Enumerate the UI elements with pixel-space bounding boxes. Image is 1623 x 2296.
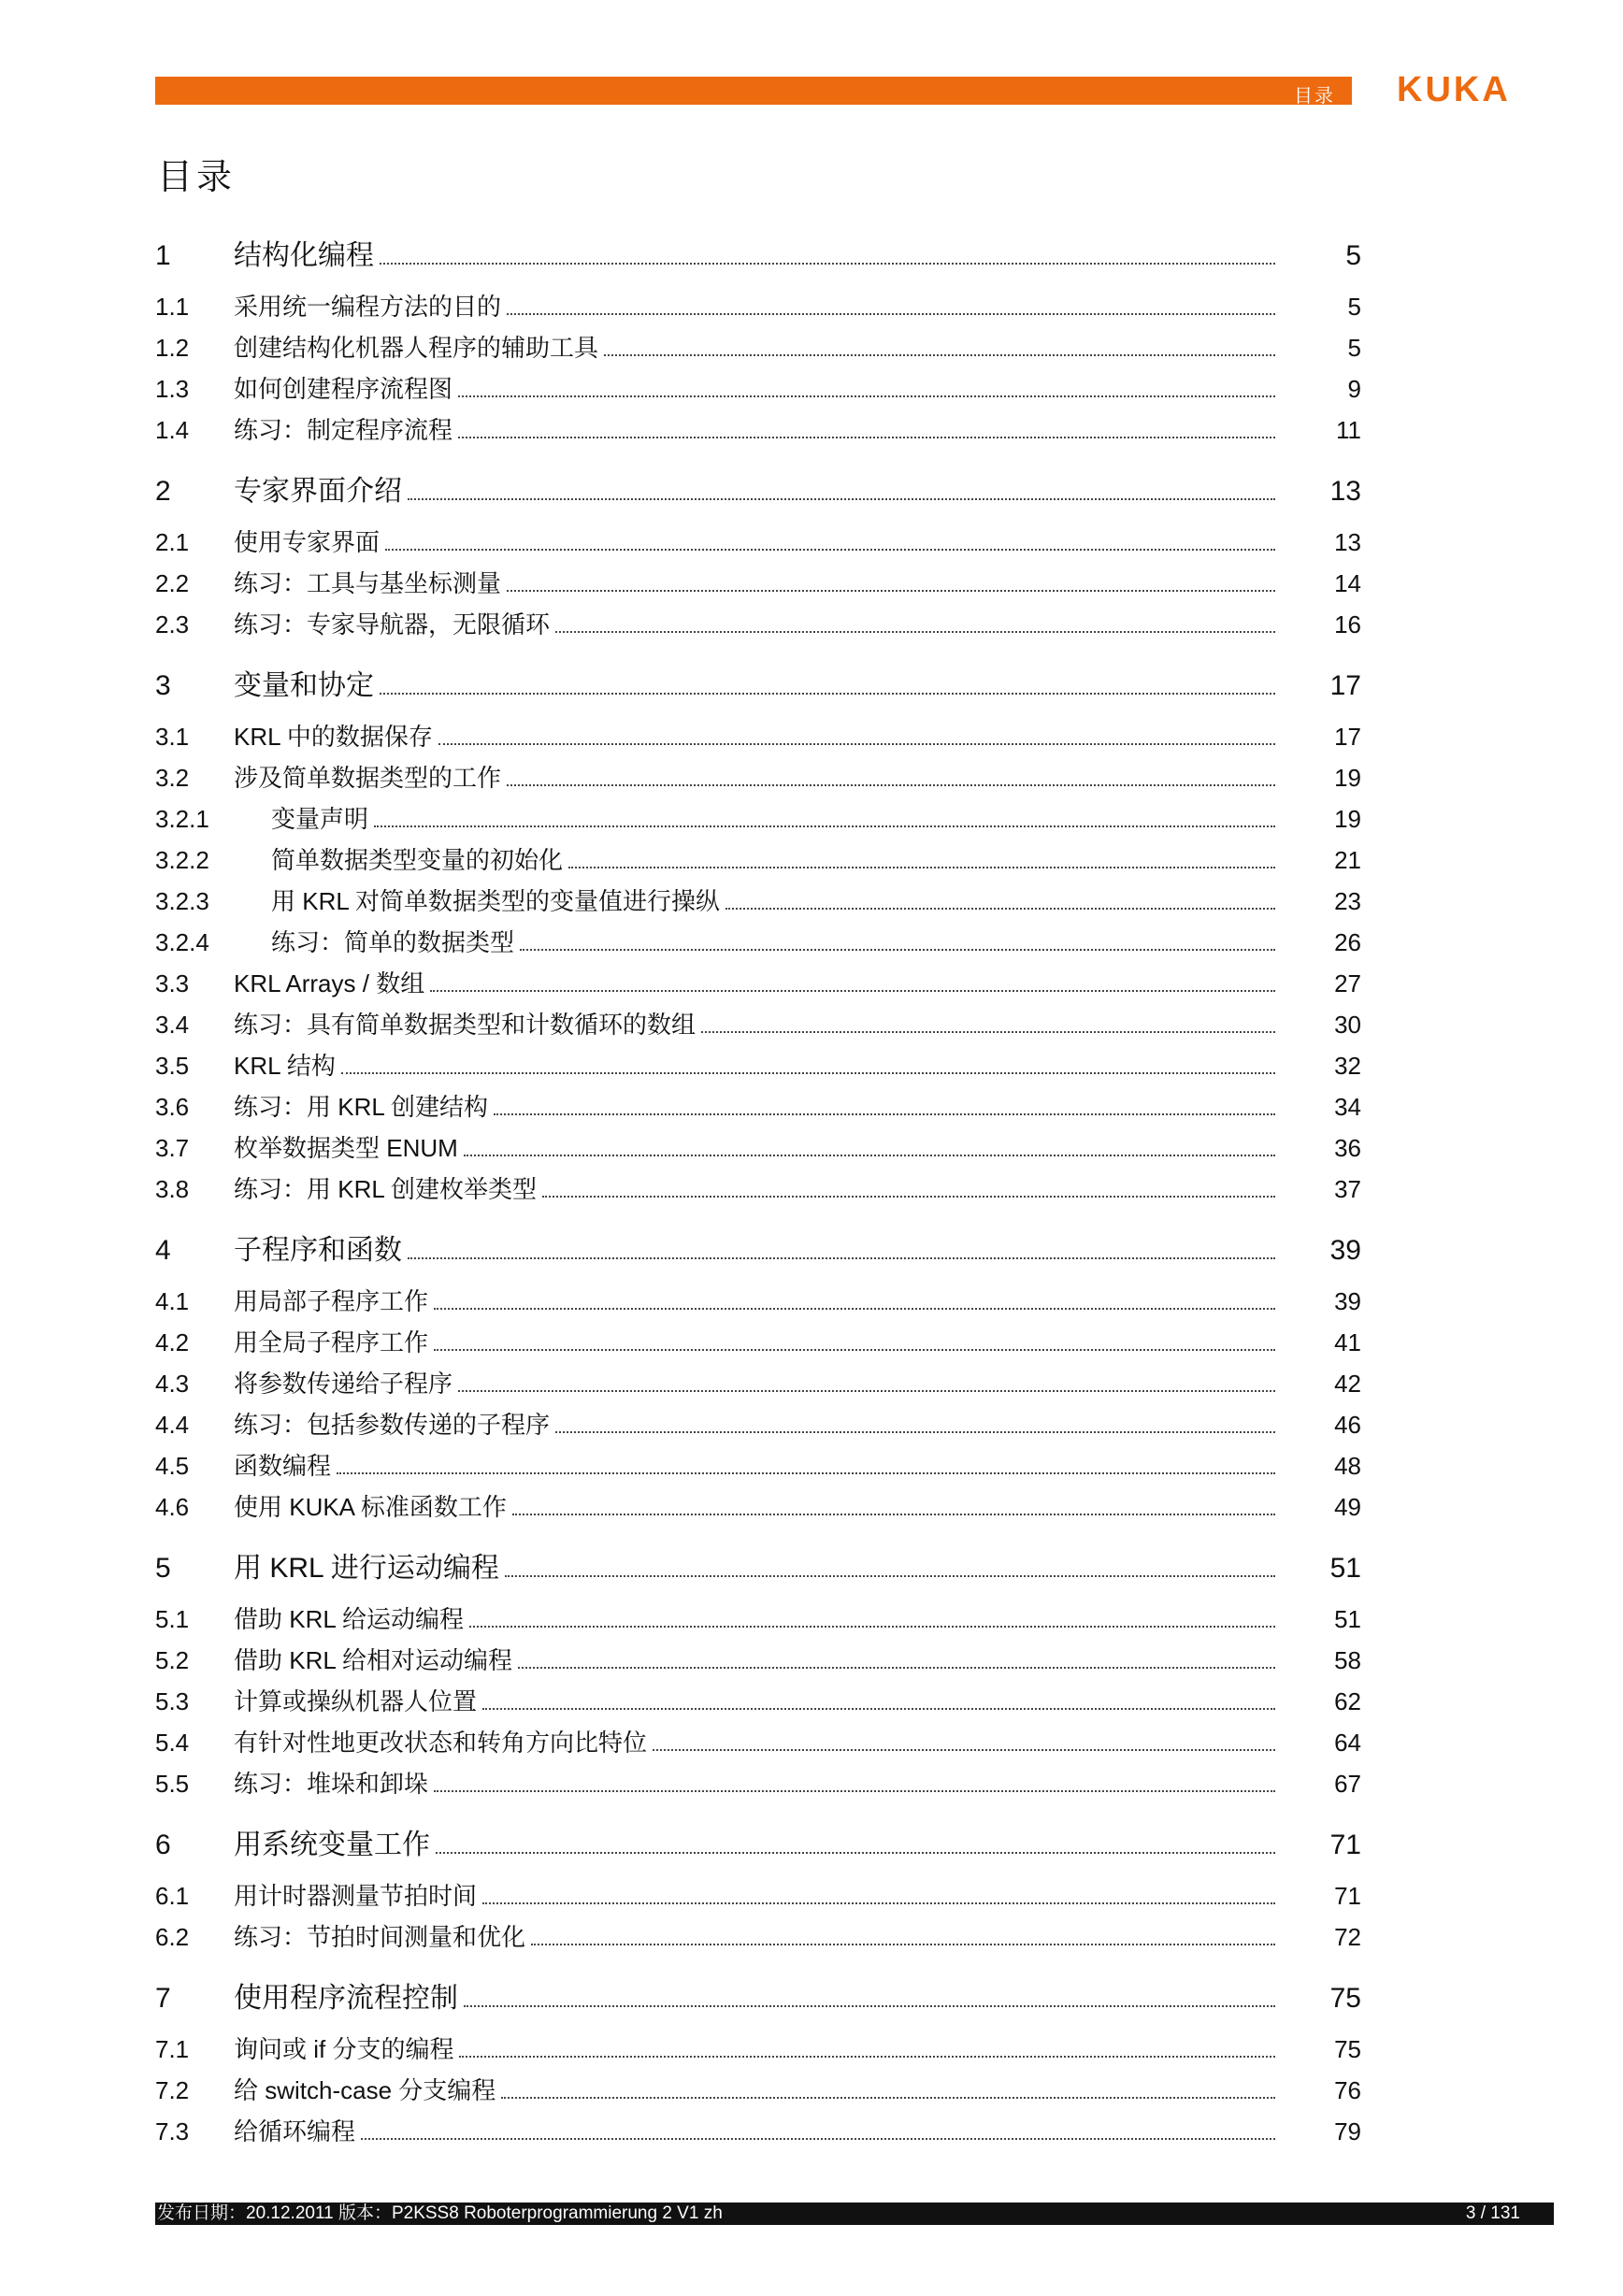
toc-entry-number: 6.1: [155, 1882, 190, 1910]
toc-entry-page: 11: [1336, 416, 1361, 444]
toc-chapter-entry[interactable]: [155, 662, 1361, 703]
toc-entry-page: 42: [1334, 1370, 1361, 1398]
toc-dot-leader: [555, 1431, 1275, 1433]
toc-entry-number: 4: [155, 1235, 171, 1266]
toc-entry-page: 46: [1334, 1411, 1361, 1439]
toc-entry-number: 3.4: [155, 1011, 190, 1039]
toc-entry-title-wrap: [234, 1447, 1275, 1482]
toc-entry-number: 4.5: [155, 1452, 190, 1480]
toc-entry-page: 41: [1334, 1328, 1361, 1356]
toc-entry-title: 子程序和函数: [234, 1235, 402, 1266]
toc-section-entry[interactable]: [155, 2031, 1361, 2065]
toc-entry-page: 37: [1334, 1175, 1361, 1203]
toc-entry-page: 27: [1334, 969, 1361, 997]
toc-dot-leader: [434, 1308, 1275, 1310]
toc-entry-number: 5.1: [155, 1605, 190, 1633]
toc-entry-title-wrap: [234, 1642, 1275, 1676]
toc-entry-title: 使用程序流程控制: [234, 1983, 458, 2014]
toc-section-entry[interactable]: [155, 1047, 1361, 1082]
toc-entry-title: 用 KRL 对简单数据类型的变量值进行操纵: [271, 887, 721, 915]
toc-entry-title-wrap: [234, 606, 1275, 640]
toc-entry-number: 1.4: [155, 416, 190, 444]
toc-entry-title: 函数编程: [234, 1452, 332, 1480]
page-title: 目录: [157, 158, 237, 197]
toc-section-entry[interactable]: [155, 1324, 1361, 1358]
toc-entry-number: 4.4: [155, 1411, 190, 1439]
toc-entry-title: 如何创建程序流程图: [234, 375, 453, 403]
toc-entry-page: 30: [1334, 1011, 1361, 1039]
toc-entry-title: 用全局子程序工作: [234, 1328, 429, 1356]
toc-section-entry[interactable]: [155, 1006, 1361, 1040]
toc-entry-number: 4.1: [155, 1287, 190, 1315]
toc-chapter-entry[interactable]: [155, 232, 1361, 273]
toc-entry-title-wrap: [234, 1877, 1275, 1912]
toc-entry-title-wrap: [234, 524, 1275, 558]
toc-entry-page: 19: [1334, 764, 1361, 792]
toc-entry-title: KRL Arrays / 数组: [234, 969, 425, 997]
toc-section-entry[interactable]: [155, 1724, 1361, 1758]
toc-entry-number: 3.2.2: [155, 846, 209, 874]
toc-entry-number: 2: [155, 476, 171, 507]
toc-entry-number: 5.2: [155, 1646, 190, 1674]
toc-entry-number: 5: [155, 1553, 171, 1584]
toc-entry-title-wrap: [234, 370, 1275, 405]
toc-section-entry[interactable]: [155, 1406, 1361, 1441]
toc-chapter-entry[interactable]: [155, 467, 1361, 509]
header-bar: [155, 77, 1352, 105]
toc-entry-page: 79: [1334, 2117, 1361, 2145]
toc-entry-number: 2.3: [155, 610, 190, 639]
toc-entry-title-wrap: [234, 1918, 1275, 1953]
toc-entry-page: 48: [1334, 1452, 1361, 1480]
toc-entry-title-wrap: [234, 1724, 1275, 1758]
toc-entry-page: 58: [1334, 1646, 1361, 1674]
toc-entry-title-wrap: [234, 2072, 1275, 2106]
toc-entry-number: 3.2: [155, 764, 190, 792]
toc-entry-title-wrap: [271, 841, 1275, 876]
toc-dot-leader: [531, 1944, 1275, 1945]
toc-dot-leader: [501, 2097, 1275, 2099]
toc-dot-leader: [507, 784, 1275, 786]
toc-entry-title: 变量声明: [271, 805, 369, 833]
toc-entry-page: 36: [1334, 1134, 1361, 1162]
toc-dot-leader: [434, 1790, 1275, 1792]
toc-dot-leader: [464, 1155, 1275, 1156]
toc-entry-title: 用 KRL 进行运动编程: [234, 1553, 499, 1584]
footer-page-number: 3 / 131: [1465, 2203, 1520, 2223]
toc-section-entry[interactable]: [155, 1877, 1361, 1912]
toc-entry-page: 17: [1334, 723, 1361, 751]
toc-entry-title: 练习：用 KRL 创建结构: [234, 1093, 489, 1121]
toc-dot-leader: [434, 1349, 1275, 1351]
toc-dot-leader: [507, 590, 1275, 592]
toc-section-entry[interactable]: [155, 1765, 1361, 1800]
toc-entry-page: 14: [1334, 569, 1361, 597]
toc-entry-page: 5: [1347, 293, 1361, 321]
toc-dot-leader: [337, 1472, 1275, 1474]
toc-entry-number: 6: [155, 1830, 171, 1860]
toc-entry-page: 23: [1334, 887, 1361, 915]
toc-entry-page: 32: [1334, 1052, 1361, 1080]
toc-entry-number: 1.2: [155, 334, 190, 362]
toc-entry-page: 39: [1329, 1235, 1361, 1266]
toc-entry-title-wrap: [234, 662, 1275, 703]
toc-section-entry[interactable]: [155, 759, 1361, 794]
toc-entry-title-wrap: [234, 1006, 1275, 1040]
toc-entry-page: 39: [1334, 1287, 1361, 1315]
toc-subsection-entry[interactable]: [155, 800, 1361, 835]
toc-entry-title-wrap: [234, 1974, 1275, 2016]
toc-dot-leader: [438, 743, 1275, 745]
toc-entry-title-wrap: [271, 883, 1275, 917]
toc-entry-number: 3.8: [155, 1175, 190, 1203]
toc-entry-page: 34: [1334, 1093, 1361, 1121]
toc-entry-number: 3.2.3: [155, 887, 209, 915]
toc-entry-title: 使用 KUKA 标准函数工作: [234, 1493, 507, 1521]
toc-entry-title: 给循环编程: [234, 2117, 356, 2145]
toc-entry-page: 76: [1334, 2076, 1361, 2104]
toc-section-entry[interactable]: [155, 1283, 1361, 1317]
toc-section-entry[interactable]: [155, 329, 1361, 364]
toc-entry-number: 5.5: [155, 1770, 190, 1798]
toc-dot-leader: [430, 990, 1275, 992]
toc-entry-title: 有针对性地更改状态和转角方向比特位: [234, 1729, 648, 1757]
header-section-label: 目录: [1294, 86, 1335, 107]
toc-entry-page: 51: [1329, 1553, 1361, 1584]
kuka-logo-text: KUKA: [1397, 71, 1511, 107]
toc-entry-title-wrap: [234, 718, 1275, 753]
toc-section-entry[interactable]: [155, 2113, 1361, 2147]
toc-entry-number: 5.3: [155, 1687, 190, 1715]
toc-entry-title-wrap: [234, 1170, 1275, 1205]
toc-entry-title-wrap: [234, 1129, 1275, 1164]
toc-entry-title-wrap: [234, 2031, 1275, 2065]
toc-dot-leader: [459, 2056, 1275, 2058]
toc-entry-page: 64: [1334, 1729, 1361, 1757]
toc-entry-title: 将参数传递给子程序: [234, 1370, 453, 1398]
toc-dot-leader: [505, 1575, 1275, 1577]
toc-entry-page: 26: [1334, 928, 1361, 956]
toc-section-entry[interactable]: [155, 1488, 1361, 1523]
toc-entry-page: 5: [1347, 334, 1361, 362]
toc-entry-page: 21: [1334, 846, 1361, 874]
toc-entry-number: 7.1: [155, 2035, 190, 2063]
toc-entry-title-wrap: [234, 1324, 1275, 1358]
toc-dot-leader: [374, 825, 1275, 827]
toc-entry-title: 练习：具有简单数据类型和计数循环的数组: [234, 1011, 697, 1039]
toc-entry-title-wrap: [271, 924, 1275, 958]
toc-section-entry[interactable]: [155, 1683, 1361, 1717]
toc-entry-title: 练习：堆垛和卸垛: [234, 1770, 429, 1798]
toc-dot-leader: [469, 1626, 1275, 1628]
toc-entry-title-wrap: [234, 329, 1275, 364]
toc-entry-title-wrap: [234, 411, 1275, 446]
toc-entry-title-wrap: [234, 2113, 1275, 2147]
toc-entry-number: 3: [155, 670, 171, 701]
toc-entry-title: 用系统变量工作: [234, 1830, 430, 1860]
toc-entry-number: 3.5: [155, 1052, 190, 1080]
footer-bar: [155, 2203, 1554, 2225]
toc-dot-leader: [725, 908, 1275, 910]
toc-entry-number: 3.3: [155, 969, 190, 997]
toc-entry-page: 16: [1334, 610, 1361, 639]
toc-entry-number: 1.3: [155, 375, 190, 403]
toc-entry-title-wrap: [271, 800, 1275, 835]
toc-entry-title-wrap: [234, 1544, 1275, 1586]
toc-dot-leader: [458, 1390, 1275, 1392]
toc-entry-title: 创建结构化机器人程序的辅助工具: [234, 334, 599, 362]
toc-entry-page: 5: [1345, 240, 1361, 271]
toc-entry-title-wrap: [234, 1488, 1275, 1523]
toc-entry-title: 采用统一编程方法的目的: [234, 293, 502, 321]
toc-section-entry[interactable]: [155, 1365, 1361, 1399]
toc-subsection-entry[interactable]: [155, 841, 1361, 876]
toc-entry-title-wrap: [234, 232, 1275, 273]
toc-entry-page: 67: [1334, 1770, 1361, 1798]
toc-section-entry[interactable]: [155, 1129, 1361, 1164]
toc-entry-page: 72: [1334, 1923, 1361, 1951]
toc-entry-number: 3.6: [155, 1093, 190, 1121]
toc-section-entry[interactable]: [155, 1600, 1361, 1635]
toc-dot-leader: [482, 1902, 1275, 1904]
toc-section-entry[interactable]: [155, 370, 1361, 405]
toc-entry-title: 计算或操纵机器人位置: [234, 1687, 478, 1715]
toc-section-entry[interactable]: [155, 411, 1361, 446]
toc-section-entry[interactable]: [155, 565, 1361, 599]
toc-entry-title-wrap: [234, 965, 1275, 999]
toc-dot-leader: [494, 1113, 1275, 1115]
toc-entry-number: 7: [155, 1983, 171, 2014]
toc-entry-number: 7.2: [155, 2076, 190, 2104]
toc-entry-title: 使用专家界面: [234, 528, 381, 556]
toc-entry-number: 6.2: [155, 1923, 190, 1951]
toc-entry-title: 涉及简单数据类型的工作: [234, 764, 502, 792]
toc-dot-leader: [458, 395, 1275, 397]
footer-release-info: 发布日期：20.12.2011 版本：P2KSS8 Roboterprogrammierung 2 V1 zh: [157, 2203, 723, 2223]
toc-entry-page: 71: [1334, 1882, 1361, 1910]
toc-section-entry[interactable]: [155, 1170, 1361, 1205]
toc-entry-title: 询问或 if 分支的编程: [234, 2035, 454, 2063]
toc-entry-title: 练习：工具与基坐标测量: [234, 569, 502, 597]
toc-section-entry[interactable]: [155, 606, 1361, 640]
toc-subsection-entry[interactable]: [155, 883, 1361, 917]
toc-chapter-entry[interactable]: [155, 1821, 1361, 1862]
toc-entry-title-wrap: [234, 759, 1275, 794]
toc-entry-number: 3.1: [155, 723, 190, 751]
toc-entry-number: 1.1: [155, 293, 190, 321]
toc-subsection-entry[interactable]: [155, 924, 1361, 958]
toc-entry-title: 练习：简单的数据类型: [271, 928, 515, 956]
toc-entry-title-wrap: [234, 1088, 1275, 1123]
toc-entry-title: 用局部子程序工作: [234, 1287, 429, 1315]
toc-dot-leader: [464, 2005, 1275, 2007]
toc-dot-leader: [341, 1072, 1275, 1074]
toc-entry-number: 1: [155, 240, 171, 271]
kuka-logo: [1397, 71, 1554, 107]
toc-dot-leader: [653, 1749, 1275, 1751]
toc-dot-leader: [408, 498, 1275, 500]
toc-entry-title-wrap: [234, 1227, 1275, 1268]
toc-chapter-entry[interactable]: [155, 1974, 1361, 2016]
toc-entry-page: 49: [1334, 1493, 1361, 1521]
toc-entry-title: KRL 中的数据保存: [234, 723, 433, 751]
toc-entry-number: 7.3: [155, 2117, 190, 2145]
toc-chapter-entry[interactable]: [155, 1544, 1361, 1586]
toc-entry-title: 给 switch-case 分支编程: [234, 2076, 496, 2104]
toc-entry-number: 5.4: [155, 1729, 190, 1757]
toc-entry-title-wrap: [234, 1765, 1275, 1800]
toc-entry-title-wrap: [234, 1683, 1275, 1717]
toc-entry-page: 51: [1334, 1605, 1361, 1633]
toc-entry-title-wrap: [234, 1365, 1275, 1399]
toc-entry-page: 75: [1329, 1983, 1361, 2014]
toc-entry-number: 4.3: [155, 1370, 190, 1398]
toc-entry-title: 用计时器测量节拍时间: [234, 1882, 478, 1910]
toc-dot-leader: [604, 354, 1275, 356]
toc-dot-leader: [542, 1196, 1275, 1198]
toc-entry-title-wrap: [234, 1600, 1275, 1635]
toc-entry-page: 13: [1329, 476, 1361, 507]
toc-entry-title-wrap: [234, 1283, 1275, 1317]
toc-section-entry[interactable]: [155, 718, 1361, 753]
toc-entry-number: 4.2: [155, 1328, 190, 1356]
toc-dot-leader: [520, 949, 1275, 951]
toc-entry-number: 2.1: [155, 528, 190, 556]
toc-entry-title-wrap: [234, 467, 1275, 509]
toc-entry-title-wrap: [234, 1047, 1275, 1082]
toc-dot-leader: [380, 693, 1275, 695]
toc-section-entry[interactable]: [155, 1642, 1361, 1676]
toc-chapter-entry[interactable]: [155, 1227, 1361, 1268]
toc-entry-number: 3.2.1: [155, 805, 209, 833]
toc-entry-title: 变量和协定: [234, 670, 374, 701]
toc-section-entry[interactable]: [155, 965, 1361, 999]
toc-entry-title: 练习：节拍时间测量和优化: [234, 1923, 526, 1951]
toc-entry-number: 2.2: [155, 569, 190, 597]
toc-entry-page: 19: [1334, 805, 1361, 833]
toc-dot-leader: [512, 1514, 1275, 1515]
toc-section-entry[interactable]: [155, 524, 1361, 558]
toc-entry-title: 练习：用 KRL 创建枚举类型: [234, 1175, 538, 1203]
toc-entry-page: 62: [1334, 1687, 1361, 1715]
toc-dot-leader: [568, 867, 1275, 868]
toc-entry-title-wrap: [234, 1406, 1275, 1441]
toc-dot-leader: [436, 1852, 1275, 1854]
toc-entry-title: 练习：制定程序流程: [234, 416, 453, 444]
toc-entry-title: 专家界面介绍: [234, 476, 402, 507]
toc-dot-leader: [555, 631, 1275, 633]
toc-entry-title: 结构化编程: [234, 240, 374, 271]
toc-entry-title: 练习：包括参数传递的子程序: [234, 1411, 551, 1439]
toc-entry-page: 9: [1347, 375, 1361, 403]
toc-dot-leader: [701, 1031, 1275, 1033]
toc-entry-number: 3.7: [155, 1134, 190, 1162]
toc-dot-leader: [482, 1708, 1275, 1710]
toc-entry-title-wrap: [234, 288, 1275, 323]
toc-entry-title: 借助 KRL 给运动编程: [234, 1605, 465, 1633]
toc-dot-leader: [507, 313, 1275, 315]
toc-section-entry[interactable]: [155, 1918, 1361, 1953]
toc-entry-title-wrap: [234, 565, 1275, 599]
toc-entry-number: 4.6: [155, 1493, 190, 1521]
toc-section-entry[interactable]: [155, 1088, 1361, 1123]
toc-entry-page: 13: [1334, 528, 1361, 556]
toc-entry-title: KRL 结构: [234, 1052, 336, 1080]
toc-dot-leader: [518, 1667, 1275, 1669]
toc-section-entry[interactable]: [155, 1447, 1361, 1482]
toc-dot-leader: [458, 437, 1275, 438]
toc-dot-leader: [361, 2138, 1275, 2140]
toc-dot-leader: [380, 263, 1275, 265]
toc-entry-title: 借助 KRL 给相对运动编程: [234, 1646, 513, 1674]
toc-entry-page: 71: [1329, 1830, 1361, 1860]
toc-entry-number: 3.2.4: [155, 928, 209, 956]
toc-entry-title: 简单数据类型变量的初始化: [271, 846, 564, 874]
toc-entry-title: 练习：专家导航器，无限循环: [234, 610, 551, 639]
toc-entry-page: 17: [1329, 670, 1361, 701]
toc-dot-leader: [408, 1257, 1275, 1259]
toc-entry-title-wrap: [234, 1821, 1275, 1862]
toc-section-entry[interactable]: [155, 2072, 1361, 2106]
toc-entry-page: 75: [1334, 2035, 1361, 2063]
toc-section-entry[interactable]: [155, 288, 1361, 323]
toc-entry-title: 枚举数据类型 ENUM: [234, 1134, 458, 1162]
toc-dot-leader: [385, 549, 1275, 551]
